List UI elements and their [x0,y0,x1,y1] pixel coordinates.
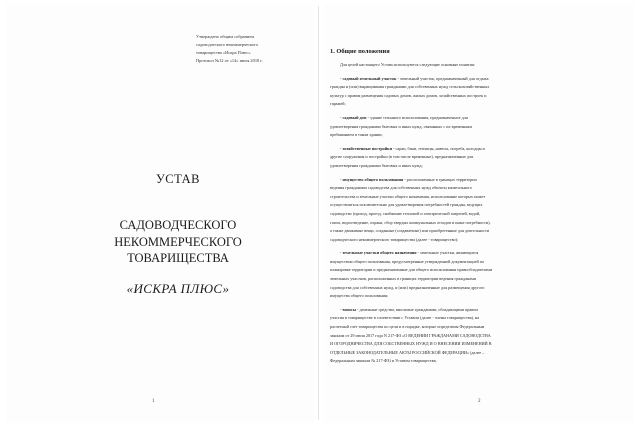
page-number-right: 2 [478,399,481,404]
paragraph [330,61,626,70]
definition-text: - земельные участки, являющиеся [416,250,479,256]
paragraph-line [330,306,626,315]
paragraph-line: а также движимые вещи, созданные (создаваемые) или приобретенные для деятельности [330,228,490,234]
paragraph-line: имуществом общего пользования, предусмотренные утвержденной документацией по [330,258,485,264]
defined-term: - имущество общего пользования [340,176,404,182]
paragraph [330,249,626,301]
paragraph-line: другие сооружения и постройки (в том числе временные), предназначенные для [330,154,474,160]
paragraph-line [330,249,626,258]
paragraph-line: удовлетворения гражданами бытовых и иных нужд; [330,162,423,168]
paragraph-line: садоводческого некоммерческого товарищества (далее - товарищество); [330,236,459,242]
paragraph-line: расчетный счет товарищества по цели и в порядке, которые определены Федеральным [330,324,485,330]
page-gutter [318,6,319,420]
paragraph-line: гаражей; [330,101,346,107]
paragraph-line: Для целей настоящего Устава используются следующие основные понятия: [340,62,475,67]
paragraph [330,306,626,366]
paragraph-line: газом, водоотведение, охрана, сбор твердых коммунальных отходов и иные потребности), [330,219,491,225]
paragraph-line: удовлетворения гражданами бытовых и иных нужд, связанных с их временным [330,123,472,129]
definition-text: - денежные средства, вносимые гражданами, обладающими правом [356,306,478,312]
definition-text: - земельный участок, предназначенный для отдыха [396,75,489,81]
paragraph-line: имущества общего пользования; [330,293,389,299]
page-number-left: 1 [152,399,155,404]
paragraph-line: ведения гражданами садоводства для собственных нужд объекты капитального [330,185,472,191]
subtitle-line: ТОВАРИЩЕСТВА [127,251,229,265]
paragraph [330,176,626,245]
paragraph [330,145,626,171]
document-title: УСТАВ [155,172,201,186]
definition-text: - здание сезонного использования, предназначенное для [366,114,468,120]
defined-term: - земельные участки общего назначения [340,250,417,256]
paragraph-line: культур с правом размещения садовых домов, жилых домов, хозяйственных построек и [330,92,487,98]
paragraph-line [330,75,626,84]
paragraph-line: участия в товариществе в соответствии с Уставом (далее - члены товарищества), на [330,315,480,321]
approval-line: товарищества «Искра Плюс». [196,50,252,55]
approval-line: Утверждено общим собранием [196,34,255,39]
definition-text: - сараи, бани, теплицы, навесы, погреба, колодцы и [392,145,485,151]
section-heading: 1. Общие положения [330,48,390,55]
approval-line: Протокол №12 от «14» июля 2018 г. [196,58,263,63]
paragraph-line: ОТДЕЛЬНЫЕ ЗАКОНОДАТЕЛЬНЫЕ АКТЫ РОССИЙСКОЙ ФЕДЕРАЦИИ» (далее – [330,349,485,355]
approval-block [196,33,316,65]
paragraph-line: граждан и (или) выращивания гражданами для собственных нужд сельскохозяйственных [330,84,490,90]
paragraph-line [330,114,626,123]
document-subtitle [94,217,262,267]
paragraph-line [330,176,626,185]
defined-term: - садовый земельный участок [340,75,397,81]
paragraph-line: планировке территории и предназначенные для общего использования правообладателями [330,267,493,273]
content-page [324,4,634,423]
paragraph-line: садоводства для собственных нужд, и (или) предназначенные для размещения другого [330,284,485,290]
paragraph-line: строительства и земельные участки общего назначения, использование которых может [330,193,486,199]
paragraph-line: садоводство (проход, проезд, снабжение тепловой и электрической энергией, водой, [330,210,481,216]
paragraph-line: Федеральным законом № 217-ФЗ) и Уставом товарищества; [330,358,437,364]
paragraph-line: законом от 29 июля 2017 года N 217-ФЗ «О ВЕДЕНИИ ГРАЖДАНАМИ САДОВОДСТВА [330,332,491,338]
paragraph-line: И ОГОРОДНИЧЕСТВА ДЛЯ СОБСТВЕННЫХ НУЖД И О ВНЕСЕНИИ ИЗМЕНЕНИЙ В [330,341,492,347]
subtitle-line: САДОВОДЧЕСКОГО [119,218,237,232]
title-block [94,172,262,297]
paragraph [330,114,626,140]
paragraph [330,75,626,109]
paragraph-line: земельных участков, расположенных в границах территории ведения гражданами [330,276,477,282]
defined-term: - хозяйственные постройки [340,145,393,151]
section-body [330,48,626,371]
title-page [6,4,314,423]
approval-line: садоводческого некоммерческого [196,42,259,47]
definition-text: - расположенные в границах территории [403,176,477,182]
paragraph-line [330,145,626,154]
defined-term: - садовый дом [340,114,367,120]
defined-term: - взносы [340,306,357,312]
organization-name: «ИСКРА ПЛЮС» [126,280,230,296]
subtitle-line: НЕКОММЕРЧЕСКОГО [114,234,242,249]
paragraph-line: осуществляться исключительно для удовлетворения потребностей граждан, ведущих [330,202,483,208]
paragraph-list [330,61,626,366]
paragraph-line: пребыванием в таком здании; [330,132,383,138]
